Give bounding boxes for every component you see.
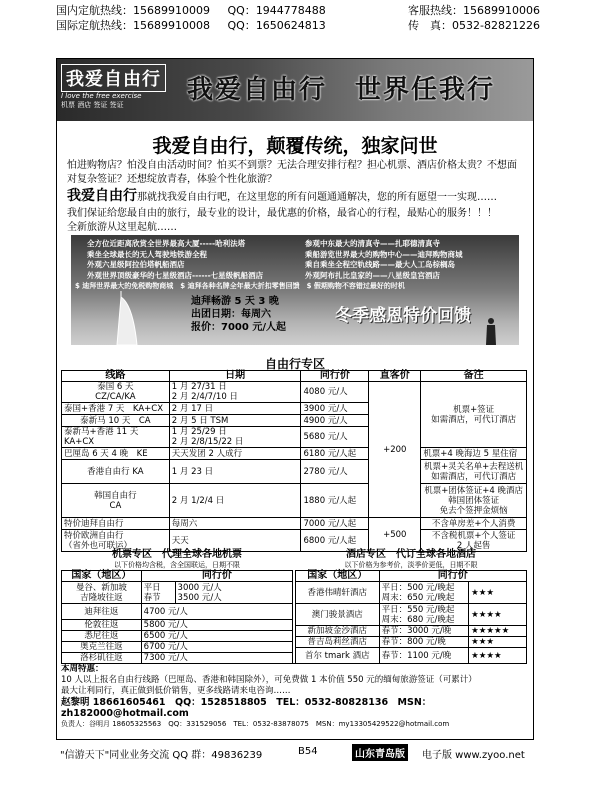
page-number: B54 bbox=[298, 746, 318, 757]
table-row: 悉尼往返 6500 元/人 bbox=[62, 631, 293, 642]
flight-table: 国家（地区） 同行价 曼谷、新加坡 吉隆坡往返 平日 春节 3000 元/人 3500 元/人 迪拜往返 4700 元/人 伦敦往返 5800 元/人 悉尼往返 6500 元/人 奥克兰往返 6700 元/人 洛杉矶往返 7300 元/人 bbox=[61, 570, 293, 664]
fax-line: 传 真：0532-82821226 bbox=[408, 19, 540, 32]
headline: 我爱自由行，颠覆传统，独家问世 bbox=[152, 135, 438, 157]
table-row: 泰新马 10 天 CA 2 月 5 日 TSM 4900 元/人 bbox=[62, 415, 527, 427]
international-hotline: 国际定航热线：15689910008 QQ：1650624813 bbox=[56, 19, 326, 32]
table-row: 曼谷、新加坡 吉隆坡往返 平日 春节 3000 元/人 3500 元/人 bbox=[62, 582, 293, 604]
ad-page bbox=[56, 58, 534, 740]
table-row: 澳门骏景酒店 平日：550 元/晚起 周末：680 元/晚起 ★★★★ bbox=[296, 604, 527, 626]
table-row: 奥克兰往返 6700 元/人 bbox=[62, 642, 293, 653]
edition-badge: 山东青岛版 bbox=[352, 744, 408, 761]
table-row: 泰新马+香港 11 天 KA+CX 1 月 25/29 日 2 月 2/8/15/22 日 5680 元/人 bbox=[62, 427, 527, 448]
table-row: 巴厘岛 6 天 4 晚 KE 天天发团 2 人成行 6180 元/人起 机票+4 晚海边 5 星住宿 bbox=[62, 448, 527, 460]
intro-paragraph-4: 全新旅游从这里起航…… bbox=[67, 222, 177, 233]
table-row: 香港伟晴轩酒店 平日：500 元/晚起 周末：650 元/晚起 ★★★ bbox=[296, 582, 527, 604]
table-row: 泰国 6 天 CZ/CA/KA 1 月 27/31 日 2 月 2/4/7/10 日 4080 元/人 +200 机票+签证 如需酒店，可代订酒店 bbox=[62, 382, 527, 403]
star-rating: ★★★★ bbox=[469, 648, 527, 664]
brand-logo: 我爱自由行 I love the free exercise 机票 酒店 签证 签证 bbox=[61, 62, 179, 112]
table-row: 香港自由行 KA 1 月 23 日 2780 元/人 机票+灵关名单+去程送机 如需酒店，可代订酒店 bbox=[62, 460, 527, 484]
site-link[interactable]: 电子版 www.zyoo.net bbox=[422, 750, 525, 761]
table-row: 泰国+香港 7 天 KA+CX 2 月 17 日 3900 元/人 bbox=[62, 403, 527, 415]
table-row: 新加坡金沙酒店 春节：3000 元/晚 ★★★★★ bbox=[296, 626, 527, 637]
contact-line: 赵黎明 18661605461 QQ：1528518805 TEL：0532-80828136 MSN：zh182000@hotmail.com bbox=[61, 697, 432, 719]
table-row: 普吉岛莉丝酒店 春节：800 元/晚 ★★★ bbox=[296, 637, 527, 648]
route-table bbox=[61, 370, 527, 552]
qq-group: "信游天下"同业业务交流 QQ 群：49836239 bbox=[60, 750, 263, 761]
intro-brand: 我爱自由行 bbox=[67, 188, 137, 204]
star-rating: ★★★ bbox=[469, 582, 527, 604]
hotel-zone-subtitle: 以下价格为参考价，淡季价更低，日期不限 bbox=[344, 561, 478, 569]
promo-right-list: 参观中东最大的清真寺——扎耶德清真寺 乘船游览世界最大的购物中心——迪拜购物商城 乘自乘坐全程空轨线路——最大人工岛棕榈岛 外观阿布扎比皇家的——八星级皇宫酒店 bbox=[305, 239, 463, 280]
promo-left-list: 全方位近距离欣赏全世界最高大厦-----哈利法塔 乘坐全球最长的无人驾驶地铁游全程 外观六星级阿拉伯塔帆船酒店 外观世界顶级豪华的七星级酒店------七星级帆船酒店 bbox=[87, 239, 264, 280]
banner-slogan: 我爱自由行 世界任我行 bbox=[187, 75, 496, 105]
staff-line: 负责人：谷明月 18605325563 QQ：331529056 TEL：0532-83878075 MSN：my13305429522@hotmail.com bbox=[61, 720, 450, 728]
flight-zone bbox=[61, 545, 293, 664]
star-rating: ★★★ bbox=[469, 637, 527, 648]
table-title: 自由行专区 bbox=[264, 357, 325, 371]
domestic-hotline: 国内定航热线：15689910009 QQ：1944778488 bbox=[56, 4, 326, 17]
flight-zone-subtitle: 以下价格均含税，含全国联运，日期不限 bbox=[114, 561, 240, 569]
table-header-row: 线路 日期 同行价 直客价 备注 bbox=[62, 371, 527, 382]
promo-campaign: 冬季感恩特价回馈 bbox=[335, 306, 471, 326]
weekly-special: 本周特惠： 10 人以上报名自由行线路（巴厘岛、香港和韩国除外），可免费做 1 本价值 550 元的缅甸旅游签证（可累计） 最大让利同行，真正做到低价销售，更多线路请来电咨询…… 赵黎明 18661605461 QQ：1528518805 TEL：0532-80828136 MSN：zh182000@hotmail.com 负责人：谷明月 18605325563 QQ：331529056 TEL：0532-83878075 MSN：my13305429522@hotmail.com bbox=[61, 663, 527, 730]
table-row: 特价迪拜自由行 每周六 7000 元/人起 +500 不含单房差+个人消费 bbox=[62, 518, 527, 530]
table-row: 洛杉矶往返 7300 元/人 bbox=[62, 653, 293, 664]
intro-paragraph-1: 怕进购物店？怕没自由活动时间？怕买不到票？无法合理安排行程？担心机票、酒店价格太贵？不想面对复杂签证？还想绽放青春，体验个性化旅游？ bbox=[67, 160, 517, 185]
burj-al-arab-icon bbox=[111, 291, 141, 345]
hotel-zone bbox=[295, 545, 527, 664]
table-row: 伦敦往返 5800 元/人 bbox=[62, 620, 293, 631]
person-silhouette-icon bbox=[485, 317, 497, 345]
service-hotline: 客服热线：15689910006 bbox=[408, 4, 540, 17]
table-row: 韩国自由行 CA 2 月 1/2/4 日 1880 元/人起 机票+团体签证+4 晚酒店 韩国团体签证 免去个签押金烦恼 bbox=[62, 484, 527, 518]
star-rating: ★★★★★ bbox=[469, 626, 527, 637]
promo-shopping-line: $ 迪拜世界最大的免税购物商城 $ 迪拜各种名牌全年最大折扣零售回馈 $ 假期购物不容错过最好的时机 bbox=[75, 282, 405, 290]
promo-trip-info: 迪拜畅游 5 天 3 晚 出团日期：每周六 报价：7000 元/人起 bbox=[191, 296, 286, 333]
hotel-table: 国家（地区） 同行价 香港伟晴轩酒店 平日：500 元/晚起 周末：650 元/晚起 ★★★ 澳门骏景酒店 平日：550 元/晚起 周末：680 元/晚起 ★★★★ 新加坡金沙酒店 春节：3000 元/晚 ★★★★★ 普吉岛莉丝酒店 春节：800 元/晚 ★★★ 首尔 tmark 酒店 春节：1100 元/晚 ★★★★ bbox=[295, 570, 527, 664]
intro-paragraph-3: 我们保证给您最自由的旅行，最专业的设计，最优惠的价格，最省心的行程，最贴心的服务！！！ bbox=[67, 208, 497, 219]
banner bbox=[57, 59, 533, 121]
table-row: 首尔 tmark 酒店 春节：1100 元/晚 ★★★★ bbox=[296, 648, 527, 664]
intro-paragraph-2: 我爱自由行那就找我爱自由行吧，在这里您的所有问题通通解决，您的所有愿望一一实现…… bbox=[67, 188, 497, 204]
dubai-promo bbox=[71, 235, 519, 345]
table-row: 迪拜往返 4700 元/人 bbox=[62, 604, 293, 620]
star-rating: ★★★★ bbox=[469, 604, 527, 626]
table-row: 特价欧洲自由行 （省外也可联运） 天天 6800 元/人起 不含税机票+个人签证 2 人起售 bbox=[62, 530, 527, 552]
flight-zone-title: 机票专区 代理全球各地机票 bbox=[112, 549, 242, 560]
hotel-zone-title: 酒店专区 代订全球各地酒店 bbox=[346, 549, 476, 560]
